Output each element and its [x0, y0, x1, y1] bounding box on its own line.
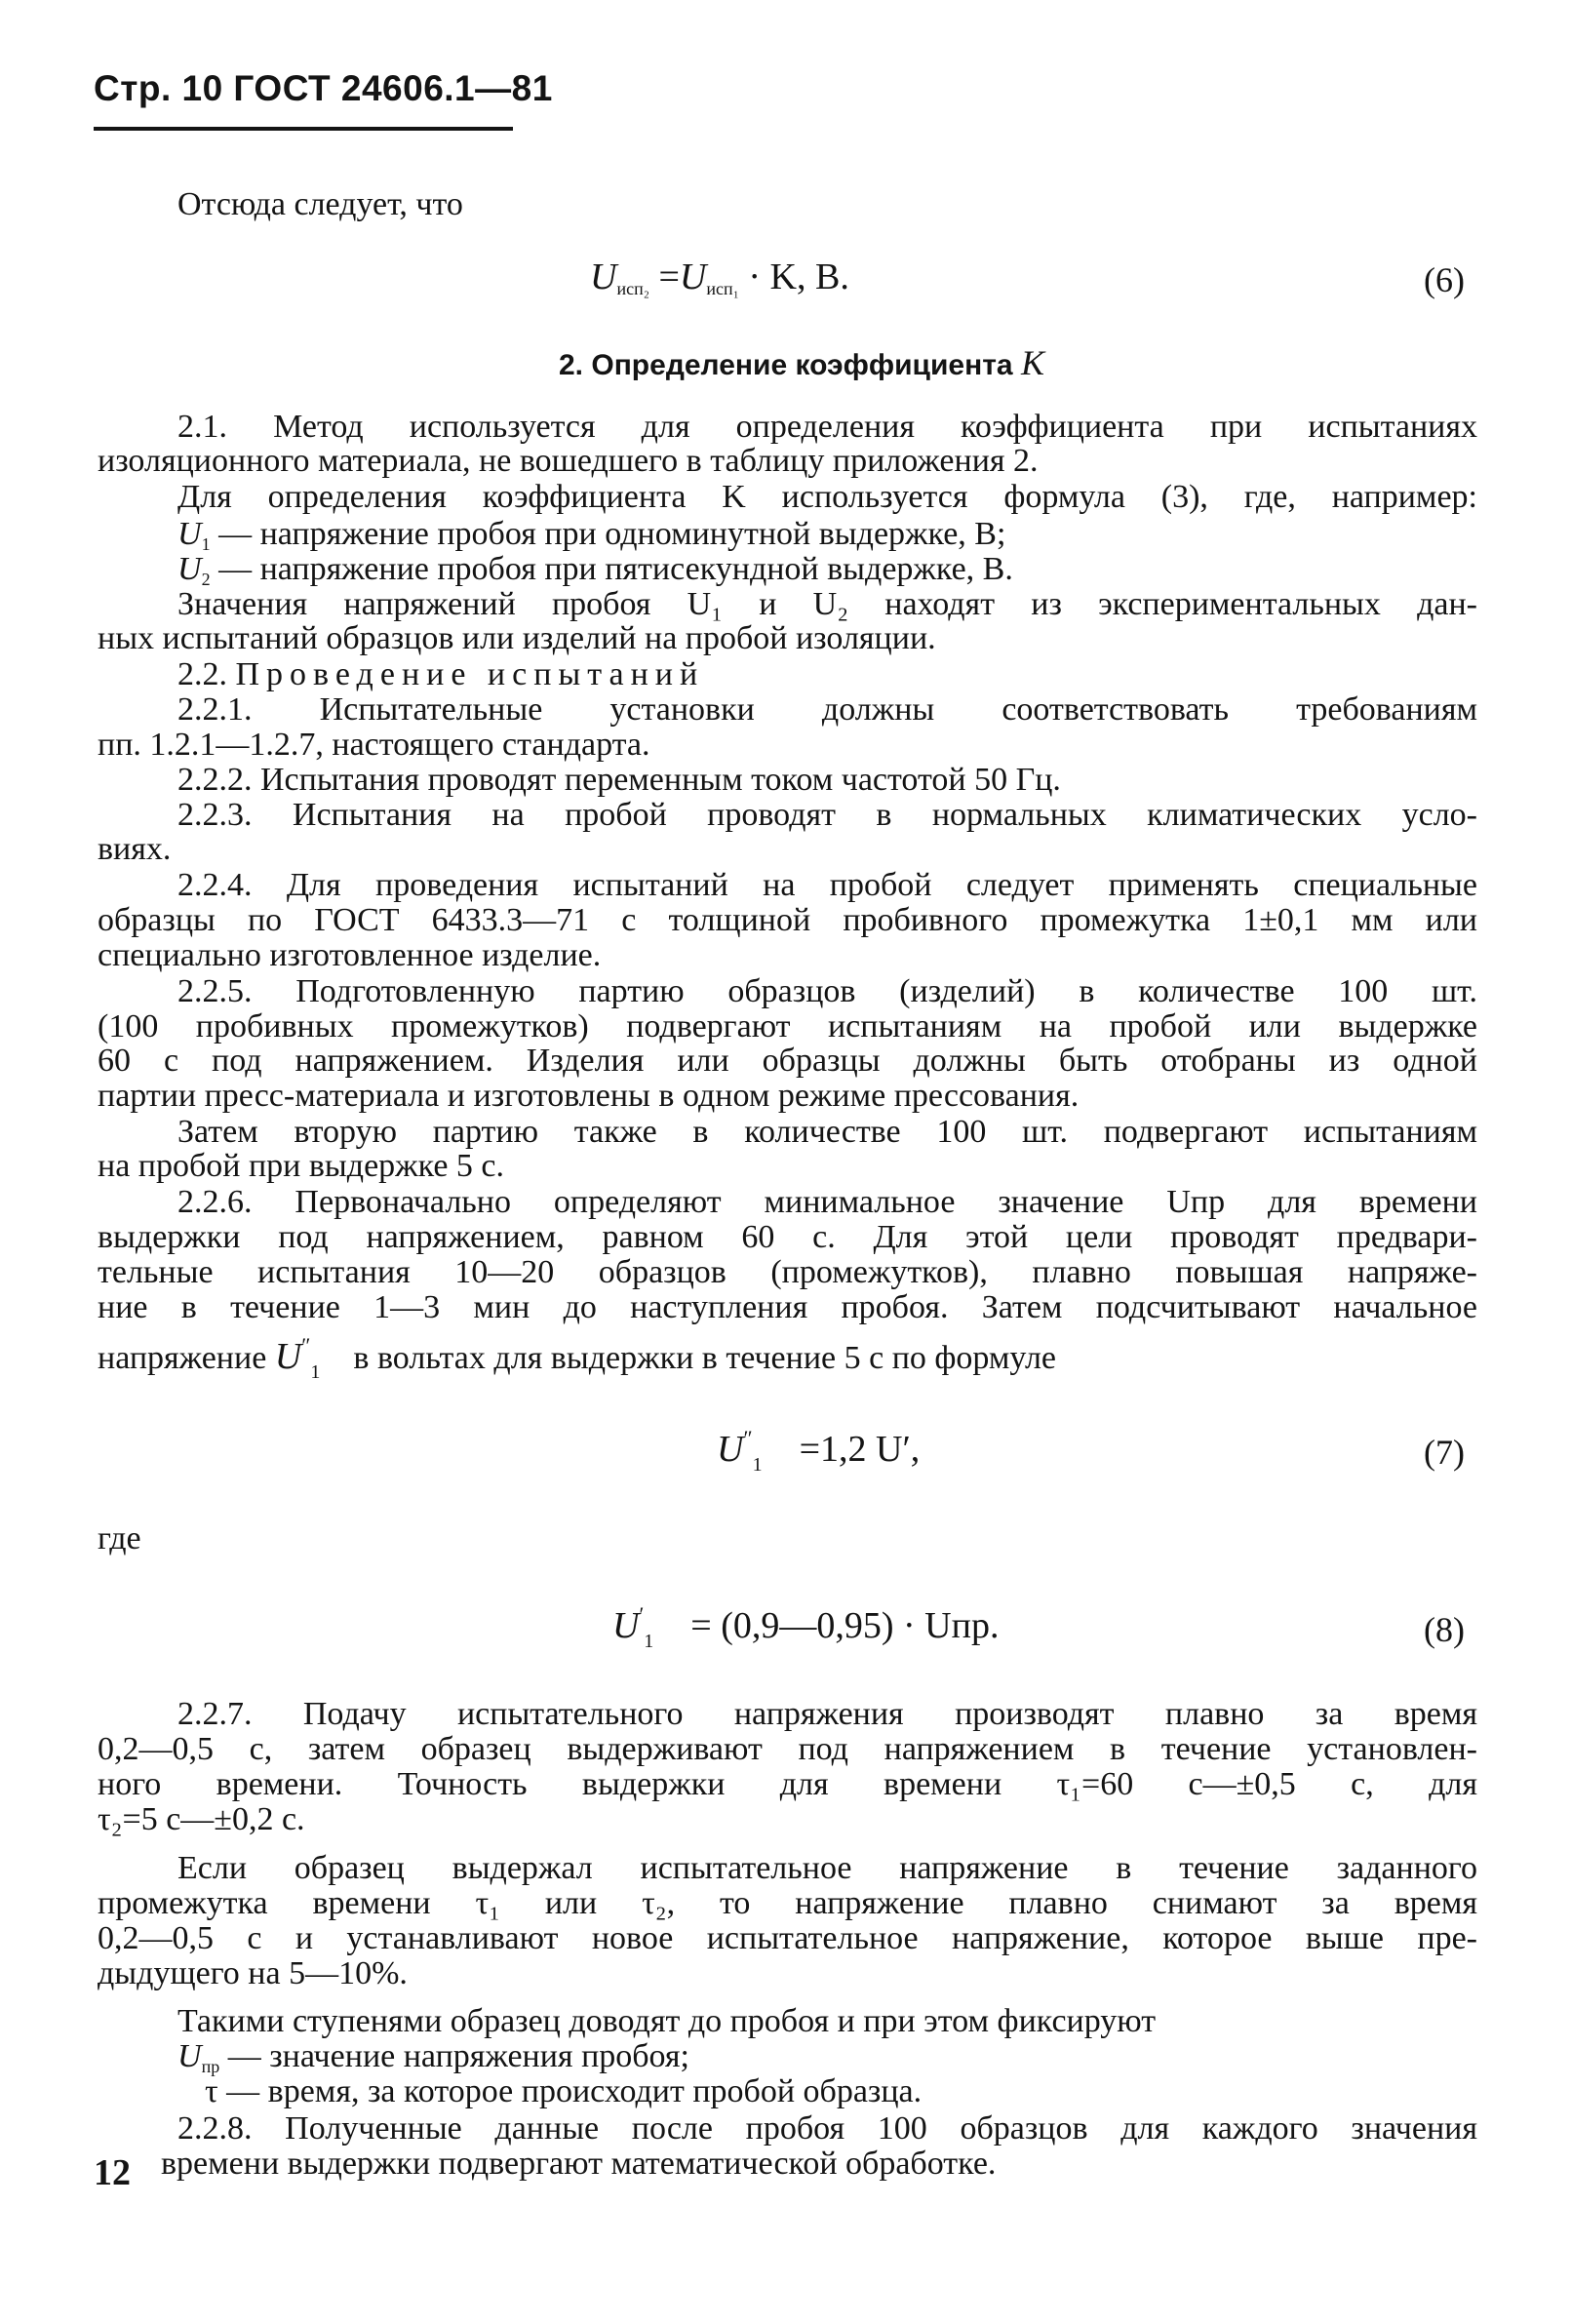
p2-2-6-line5-start: напряжение	[98, 1340, 275, 1376]
formula-7	[717, 1426, 920, 1477]
p-values-line2: ных испытаний образцов или изделий на пробой изоляции.	[98, 620, 936, 656]
section-2-heading	[559, 345, 1044, 383]
p-second-line1: Затем вторую партию также в количестве 100 шт. подвергают испытаниям	[177, 1114, 1477, 1150]
formula-6-rhs-rest: · K, В.	[738, 256, 849, 297]
p2-2-7-line2: 0,2—0,5 с, затем образец выдерживают под напряжением в течение установлен-	[98, 1731, 1477, 1767]
p2-2-3-line1: 2.2.3. Испытания на пробой проводят в нормальных климатических усло-	[177, 797, 1477, 833]
formula-7-lhs-sub: 1	[752, 1454, 763, 1476]
u1-double-prime-symbol: U	[274, 1336, 302, 1377]
formula-8-number: (8)	[1424, 1610, 1465, 1649]
p2-1-line1: 2.1. Метод используется для определения коэффициента при испытаниях	[177, 409, 1477, 445]
u1-double-prime-sup: ″	[301, 1333, 311, 1358]
formula-7-rhs: =1,2 U′,	[799, 1429, 921, 1470]
u1-text: — напряжение пробоя при одноминутной выдержке, В;	[210, 516, 1006, 552]
page-number: 12	[94, 2152, 131, 2193]
formula-7-lhs-sup: ″	[743, 1426, 753, 1450]
u2-sub: 2	[201, 570, 211, 589]
p2-2-1-line1: 2.2.1. Испытательные установки должны соответствовать требованиям	[177, 691, 1477, 728]
formula-8-rhs: = (0,9—0,95) · Uпр.	[690, 1605, 1000, 1646]
formula-8-lhs-sub: 1	[644, 1631, 654, 1652]
p2-2-number: 2.2.	[177, 656, 227, 692]
p2-2-6-line1: 2.2.6. Первоначально определяют минимальное значение Uпр для времени	[177, 1184, 1477, 1220]
p2-2-2-line1: 2.2.2. Испытания проводят переменным током частотой 50 Гц.	[177, 762, 1061, 798]
p2-2-8-line2: времени выдержки подвергают математической обработке.	[161, 2146, 997, 2182]
upr-symbol: U	[177, 2038, 202, 2074]
p2-2-6-line5-end: в вольтах для выдержки в течение 5 с по формуле	[344, 1340, 1056, 1376]
formula-8	[612, 1602, 999, 1653]
p2-2-7-line1: 2.2.7. Подачу испытательного напряжения производят плавно за время	[177, 1696, 1477, 1732]
p-if-line2: промежутка времени τ₁ или τ₂, то напряжение плавно снимают за время	[98, 1885, 1477, 1921]
p2-2-5-line4: партии пресс-материала и изготовлены в одном режиме прессования.	[98, 1078, 1080, 1114]
p2-2-5-line3: 60 с под напряжением. Изделия или образцы должны быть отобраны из одной	[98, 1043, 1477, 1079]
p2-2-heading	[177, 657, 704, 692]
p2-2-6-line2: выдержки под напряжением, равном 60 с. Для этой цели проводят предвари-	[98, 1219, 1477, 1255]
p2-2-6-line4: ние в течение 1—3 мин до наступления пробоя. Затем подсчитывают начальное	[98, 1289, 1477, 1325]
formula-6-rhs: U	[679, 256, 707, 297]
p2-2-6-line3: тельные испытания 10—20 образцов (промежутков), плавно повышая напряже-	[98, 1254, 1477, 1290]
intro-text: Отсюда следует, что	[177, 186, 463, 222]
section-2-heading-text: 2. Определение коэффициента	[559, 349, 1021, 381]
tau-definition: τ — время, за которое происходит пробой образца.	[205, 2073, 923, 2109]
p2-2-7-line3: ного времени. Точность выдержки для времени τ₁=60 с—±0,5 с, для	[98, 1766, 1477, 1802]
p2-1-line2: изоляционного материала, не вошедшего в таблицу приложения 2.	[98, 443, 1039, 479]
u2-symbol: U	[177, 551, 202, 587]
formula-7-number: (7)	[1424, 1433, 1465, 1472]
p-formula3-line1: Для определения коэффициента K используется формула (3), где, например:	[177, 479, 1477, 515]
formula-6-number: (6)	[1424, 260, 1465, 299]
p2-2-heading-text: Проведение испытаний	[235, 656, 705, 692]
p2-2-3-line2: виях.	[98, 831, 172, 867]
formula-6-lhs: U	[590, 256, 617, 297]
p-if-line4: дыдущего на 5—10%.	[98, 1955, 408, 1991]
p2-2-4-line1: 2.2.4. Для проведения испытаний на пробой следует применять специальные	[177, 867, 1477, 903]
formula-6	[590, 256, 849, 299]
where-text: где	[98, 1520, 141, 1556]
u1-symbol: U	[177, 516, 202, 552]
p2-2-5-line2: (100 пробивных промежутков) подвергают испытаниям на пробой или выдержке	[98, 1008, 1477, 1044]
p-if-line3: 0,2—0,5 с и устанавливают новое испытательное напряжение, которое выше пре-	[98, 1920, 1477, 1956]
p2-2-8-line1: 2.2.8. Полученные данные после пробоя 100 образцов для каждого значения	[177, 2110, 1477, 2147]
formula-8-lhs: U	[612, 1605, 640, 1646]
p-second-line2: на пробой при выдержке 5 с.	[98, 1148, 504, 1184]
u1-double-prime-sub: 1	[310, 1361, 321, 1383]
u1-sub: 1	[201, 534, 211, 554]
header-rule	[94, 127, 513, 131]
p2-2-7-line4: τ₂=5 с—±0,2 с.	[98, 1801, 305, 1837]
p2-2-5-line1: 2.2.5. Подготовленную партию образцов (изделий) в количестве 100 шт.	[177, 973, 1477, 1009]
u2-text: — напряжение пробоя при пятисекундной выдержке, В.	[210, 551, 1013, 587]
p-values-line1: Значения напряжений пробоя U₁ и U₂ находят из экспериментальных дан-	[177, 586, 1477, 622]
upr-text: — значение напряжения пробоя;	[219, 2038, 689, 2074]
formula-6-rhs-sub: исп₁	[706, 279, 739, 298]
p-if-line1: Если образец выдержал испытательное напряжение в течение заданного	[177, 1850, 1477, 1886]
formula-8-lhs-sup: ′	[639, 1602, 645, 1627]
p2-2-6-line5	[98, 1328, 1056, 1390]
p2-2-4-line3: специально изготовленное изделие.	[98, 937, 602, 973]
formula-7-lhs: U	[717, 1429, 744, 1470]
section-2-heading-symbol: K	[1020, 343, 1044, 382]
p-steps-line1: Такими ступенями образец доводят до пробоя и при этом фиксируют	[177, 2003, 1157, 2039]
formula-6-lhs-sub: исп₂	[616, 279, 649, 298]
upr-sub: пр	[201, 2057, 220, 2076]
page-header: Стр. 10 ГОСТ 24606.1—81	[94, 68, 553, 108]
p2-2-4-line2: образцы по ГОСТ 6433.3—71 с толщиной пробивного промежутка 1±0,1 мм или	[98, 902, 1477, 938]
formula-6-eq: =	[658, 256, 680, 297]
p2-2-1-line2: пп. 1.2.1—1.2.7, настоящего стандарта.	[98, 727, 650, 763]
